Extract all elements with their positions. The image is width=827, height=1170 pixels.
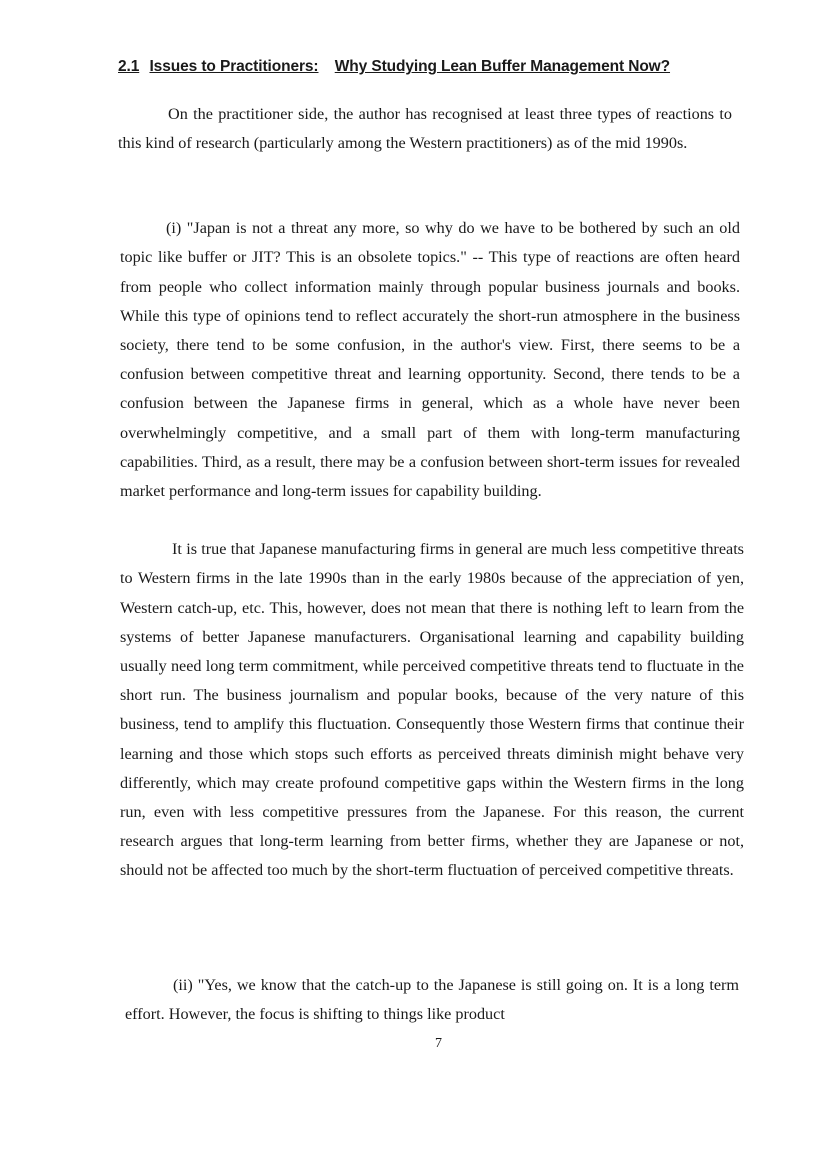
section-title: Issues to Practitioners: (149, 58, 319, 75)
reaction-i-paragraph: (i) "Japan is not a threat any more, so why do we have to be bothered by such an old topic like buffer or JIT? This is an obsolete topics." -- This type of reactions are often heard from people who collect information mainly through popular business journals and books. While this type of opinions tend to reflect accurately the short-run atmosphere in the business society, there tend to be some confusion, in the author's view. First, there seems to be a confusion between competitive threat and learning opportunity. Second, there tends to be a confusion between the Japanese firms in general, which as a whole have never been overwhelmingly competitive, and a small part of them with long-term manufacturing capabilities. Third, as a result, there may be a confusion between short-term issues for revealed market performance and long-term issues for capability building. (120, 219, 740, 501)
page-number: 7 (435, 1036, 442, 1051)
intro-paragraph: On the practitioner side, the author has recognised at least three types of reactions to this kind of research (particularly among the Western practitioners) as of the mid 1990s. (118, 105, 732, 153)
reaction-ii-paragraph: (ii) "Yes, we know that the catch-up to the Japanese is still going on. It is a long term effort. However, the focus is shifting to things like product (125, 976, 739, 1024)
section-heading (118, 58, 758, 76)
section-question: Why Studying Lean Buffer Management Now? (334, 58, 671, 75)
it-is-true-paragraph: It is true that Japanese manufacturing firms in general are much less competitive threats to Western firms in the late 1990s than in the early 1980s because of the appreciation of yen, Western catch-up, etc. This, however, does not mean that there is nothing left to learn from the systems of better Japanese manufacturers. Organisational learning and capability building usually need long term commitment, while perceived competitive threats tend to fluctuate in the short run. The business journalism and popular books, because of the very nature of this business, tend to amplify this fluctuation. Consequently those Western firms that continue their learning and those which stops such efforts as perceived threats diminish might behave very differently, which may create profound competitive gaps within the Western firms in the long run, even with less competitive pressures from the Japanese. For this reason, the current research argues that long-term learning from better firms, whether they are Japanese or not, should not be affected too much by the short-term fluctuation of perceived competitive threats. (120, 540, 744, 880)
section-number: 2.1 (118, 58, 140, 75)
